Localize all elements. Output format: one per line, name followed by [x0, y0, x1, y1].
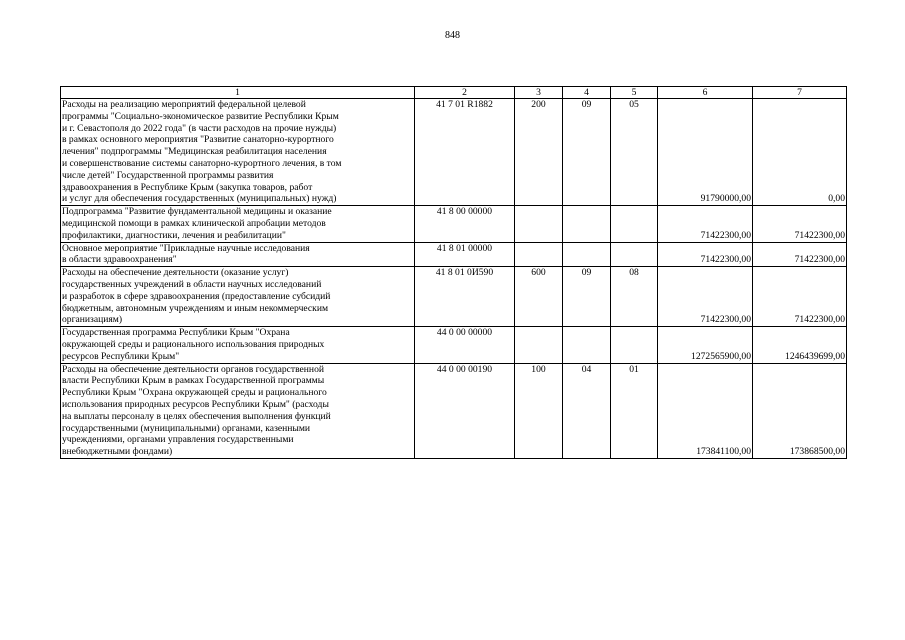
- budget-table: [60, 86, 847, 459]
- table-row: [61, 363, 847, 458]
- row-description: Расходы на обеспечение деятельности органов государственной власти Республики Крым в рамках Государственной программы Республики Крым "Охрана окружающей среды и рационального использования природных ресурсов Республики Крым" (расходы на выплаты персоналу в целях обеспечения выполнения функций государственными (муниципальными) органами, казенными учреждениями, органами управления государственными внебюджетными фондами): [61, 363, 415, 458]
- subsection-code: [611, 206, 658, 242]
- header-cell: 3: [515, 87, 563, 99]
- amount-col6: 1272565900,00: [658, 327, 753, 363]
- row-description: Расходы на реализацию мероприятий федеральной целевой программы "Социально-экономическое развитие Республики Крым и г. Севастополя до 2022 года" (в части расходов на прочие нужды) в рамках основного мероприятия "Развитие санаторно-курортного лечения" подпрограммы "Медицинская реабилитация населения и совершенствование системы санаторно-курортного лечения, в том числе детей" Государственной программы развития здравоохранения в Республике Крым (закупка товаров, работ и услуг для обеспечения государственных (муниципальных) нужд): [61, 99, 415, 206]
- expense-type: [515, 327, 563, 363]
- header-cell: 7: [753, 87, 847, 99]
- expense-type: 600: [515, 267, 563, 327]
- expense-type: [515, 206, 563, 242]
- program-code: 41 7 01 R1882: [415, 99, 515, 206]
- amount-col6: 91790000,00: [658, 99, 753, 206]
- program-code: 41 8 00 00000: [415, 206, 515, 242]
- table-row: [61, 242, 847, 267]
- amount-col6: 71422300,00: [658, 267, 753, 327]
- expense-type: [515, 242, 563, 267]
- header-cell: 2: [415, 87, 515, 99]
- subsection-code: 01: [611, 363, 658, 458]
- section-code: 09: [563, 267, 611, 327]
- table-header-row: [61, 87, 847, 99]
- section-code: [563, 206, 611, 242]
- amount-col7: 71422300,00: [753, 267, 847, 327]
- section-code: 04: [563, 363, 611, 458]
- table-row: [61, 267, 847, 327]
- row-description: Основное мероприятие "Прикладные научные исследования в области здравоохранения": [61, 242, 415, 267]
- amount-col6: 173841100,00: [658, 363, 753, 458]
- expense-type: 100: [515, 363, 563, 458]
- subsection-code: 05: [611, 99, 658, 206]
- amount-col6: 71422300,00: [658, 242, 753, 267]
- expense-type: 200: [515, 99, 563, 206]
- section-code: 09: [563, 99, 611, 206]
- subsection-code: [611, 242, 658, 267]
- section-code: [563, 327, 611, 363]
- program-code: 41 8 01 00000: [415, 242, 515, 267]
- row-description: Государственная программа Республики Крым "Охрана окружающей среды и рационального использования природных ресурсов Республики Крым": [61, 327, 415, 363]
- amount-col7: 173868500,00: [753, 363, 847, 458]
- amount-col7: 1246439699,00: [753, 327, 847, 363]
- section-code: [563, 242, 611, 267]
- subsection-code: [611, 327, 658, 363]
- header-cell: 4: [563, 87, 611, 99]
- amount-col6: 71422300,00: [658, 206, 753, 242]
- program-code: 44 0 00 00190: [415, 363, 515, 458]
- subsection-code: 08: [611, 267, 658, 327]
- header-cell: 6: [658, 87, 753, 99]
- table-row: [61, 327, 847, 363]
- amount-col7: 0,00: [753, 99, 847, 206]
- program-code: 44 0 00 00000: [415, 327, 515, 363]
- header-cell: 1: [61, 87, 415, 99]
- header-cell: 5: [611, 87, 658, 99]
- amount-col7: 71422300,00: [753, 242, 847, 267]
- page-number: 848: [445, 30, 460, 41]
- program-code: 41 8 01 0И590: [415, 267, 515, 327]
- amount-col7: 71422300,00: [753, 206, 847, 242]
- table-row: [61, 99, 847, 206]
- row-description: Расходы на обеспечение деятельности (оказание услуг) государственных учреждений в области научных исследований и разработок в сфере здравоохранения (предоставление субсидий бюджетным, автономным учреждениям и иным некоммерческим организациям): [61, 267, 415, 327]
- table-row: [61, 206, 847, 242]
- row-description: Подпрограмма "Развитие фундаментальной медицины и оказание медицинской помощи в рамках клинической апробации методов профилактики, диагностики, лечения и реабилитации": [61, 206, 415, 242]
